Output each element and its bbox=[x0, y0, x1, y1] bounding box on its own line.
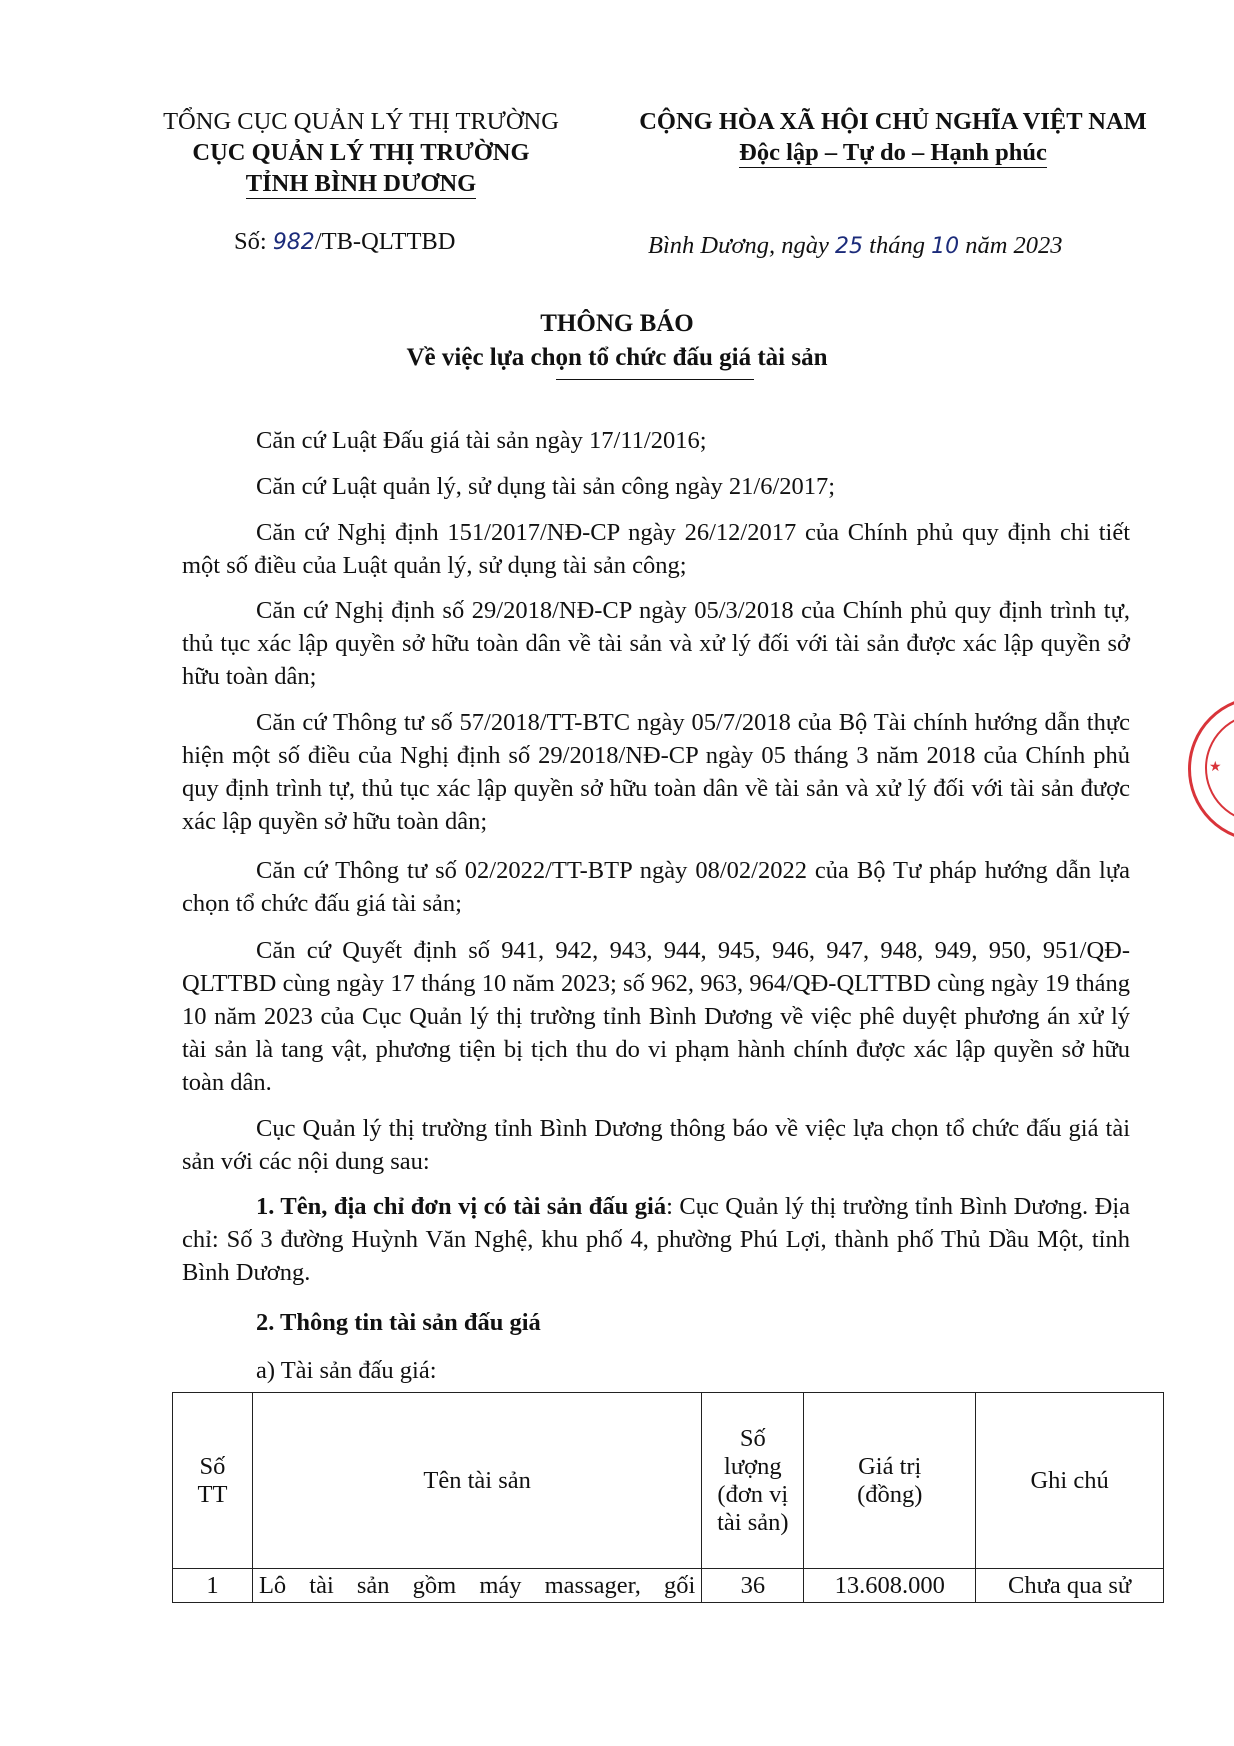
document-date bbox=[648, 232, 1063, 260]
subtitle-underline bbox=[556, 379, 754, 380]
section-1-text: : Cục Quản lý thị trường tỉnh Bình Dương. Địa chỉ: Số 3 đường Huỳnh Văn Nghệ, khu phố 4, phường Phú Lợi, thành phố Thủ Dầu Một, tỉnh Bình Dương. bbox=[182, 1193, 1130, 1286]
table-row bbox=[173, 1569, 1164, 1603]
doc-number-suffix: /TB-QLTTBD bbox=[314, 228, 456, 255]
header-stt: Số TT bbox=[173, 1393, 253, 1569]
legal-basis-6: Căn cứ Thông tư số 02/2022/TT-BTP ngày 08/02/2022 của Bộ Tư pháp hướng dẫn lựa chọn tổ chức đấu giá tài sản; bbox=[182, 857, 1130, 917]
issuer-block bbox=[140, 106, 582, 199]
legal-basis-2: Căn cứ Luật quản lý, sử dụng tài sản công ngày 21/6/2017; bbox=[256, 473, 836, 500]
section-2-heading: 2. Thông tin tài sản đấu giá bbox=[256, 1309, 541, 1336]
issuer-province: TỈNH BÌNH DƯƠNG bbox=[245, 170, 477, 197]
cell-quantity: 36 bbox=[702, 1569, 804, 1603]
header-note: Ghi chú bbox=[976, 1393, 1164, 1569]
official-seal bbox=[1188, 696, 1234, 842]
document-title: THÔNG BÁO bbox=[540, 310, 694, 337]
doc-number-handwritten: 982 bbox=[272, 230, 315, 255]
seal-star-icon: ★ bbox=[1209, 759, 1222, 775]
legal-basis-1: Căn cứ Luật Đấu giá tài sản ngày 17/11/2016; bbox=[256, 427, 707, 454]
header-value: Giá trị (đồng) bbox=[804, 1393, 976, 1569]
section-2a-heading: a) Tài sản đấu giá: bbox=[256, 1357, 437, 1384]
date-day-handwritten: 25 bbox=[835, 234, 864, 259]
section-1-heading: 1. Tên, địa chỉ đơn vị có tài sản đấu giá bbox=[256, 1193, 667, 1220]
cell-note: Chưa qua sử bbox=[976, 1569, 1164, 1603]
cell-asset-name: Lô tài sản gồm máy massager, gối bbox=[252, 1569, 701, 1603]
legal-basis-3: Căn cứ Nghị định 151/2017/NĐ-CP ngày 26/12/2017 của Chính phủ quy định chi tiết một số điều của Luật quản lý, sử dụng tài sản công; bbox=[182, 519, 1130, 579]
issuer-parent: TỔNG CỤC QUẢN LÝ THỊ TRƯỜNG bbox=[163, 108, 559, 135]
table-header-row bbox=[173, 1393, 1164, 1569]
date-year: năm 2023 bbox=[959, 232, 1063, 259]
document-subtitle: Về việc lựa chọn tổ chức đấu giá tài sản bbox=[406, 344, 828, 371]
section-1 bbox=[182, 1190, 1130, 1289]
national-motto-block bbox=[628, 106, 1158, 168]
legal-basis-7: Căn cứ Quyết định số 941, 942, 943, 944, 945, 946, 947, 948, 949, 950, 951/QĐ-QLTTBD cùng ngày 17 tháng 10 năm 2023; số 962, 963, 964/QĐ-QLTTBD cùng ngày 19 tháng 10 năm 2023 của Cục Quản lý thị trường tỉnh Bình Dương về việc phê duyệt phương án xử lý tài sản là tang vật, phương tiện bị tịch thu do vi phạm hành chính được xác lập quyền sở hữu toàn dân. bbox=[182, 937, 1130, 1096]
date-place: Bình Dương, ngày bbox=[648, 232, 836, 259]
asset-table bbox=[172, 1392, 1164, 1603]
cell-stt: 1 bbox=[173, 1569, 253, 1603]
document-number bbox=[234, 228, 455, 256]
motto: Độc lập – Tự do – Hạnh phúc bbox=[739, 139, 1047, 166]
date-month-handwritten: 10 bbox=[931, 234, 960, 259]
date-month-label: tháng bbox=[863, 232, 932, 259]
header-asset-name: Tên tài sản bbox=[252, 1393, 701, 1569]
issuer-name: CỤC QUẢN LÝ THỊ TRƯỜNG bbox=[192, 139, 530, 166]
header-quantity: Số lượng (đơn vị tài sản) bbox=[702, 1393, 804, 1569]
announcement-intro: Cục Quản lý thị trường tỉnh Bình Dương thông báo về việc lựa chọn tổ chức đấu giá tài sản với các nội dung sau: bbox=[182, 1115, 1130, 1175]
country-name: CỘNG HÒA XÃ HỘI CHỦ NGHĨA VIỆT NAM bbox=[639, 108, 1147, 135]
legal-basis-5: Căn cứ Thông tư số 57/2018/TT-BTC ngày 05/7/2018 của Bộ Tài chính hướng dẫn thực hiện một số điều của Nghị định số 29/2018/NĐ-CP ngày 05 tháng 3 năm 2018 của Chính phủ quy định trình tự, thủ tục xác lập quyền sở hữu toàn dân về tài sản và xử lý đối với tài sản được xác lập quyền sở hữu toàn dân; bbox=[182, 709, 1130, 835]
legal-basis-4: Căn cứ Nghị định số 29/2018/NĐ-CP ngày 05/3/2018 của Chính phủ quy định trình tự, thủ tục xác lập quyền sở hữu toàn dân về tài sản và xử lý đối với tài sản được xác lập quyền sở hữu toàn dân; bbox=[182, 597, 1130, 690]
cell-value: 13.608.000 bbox=[804, 1569, 976, 1603]
doc-number-label: Số: bbox=[234, 228, 273, 255]
